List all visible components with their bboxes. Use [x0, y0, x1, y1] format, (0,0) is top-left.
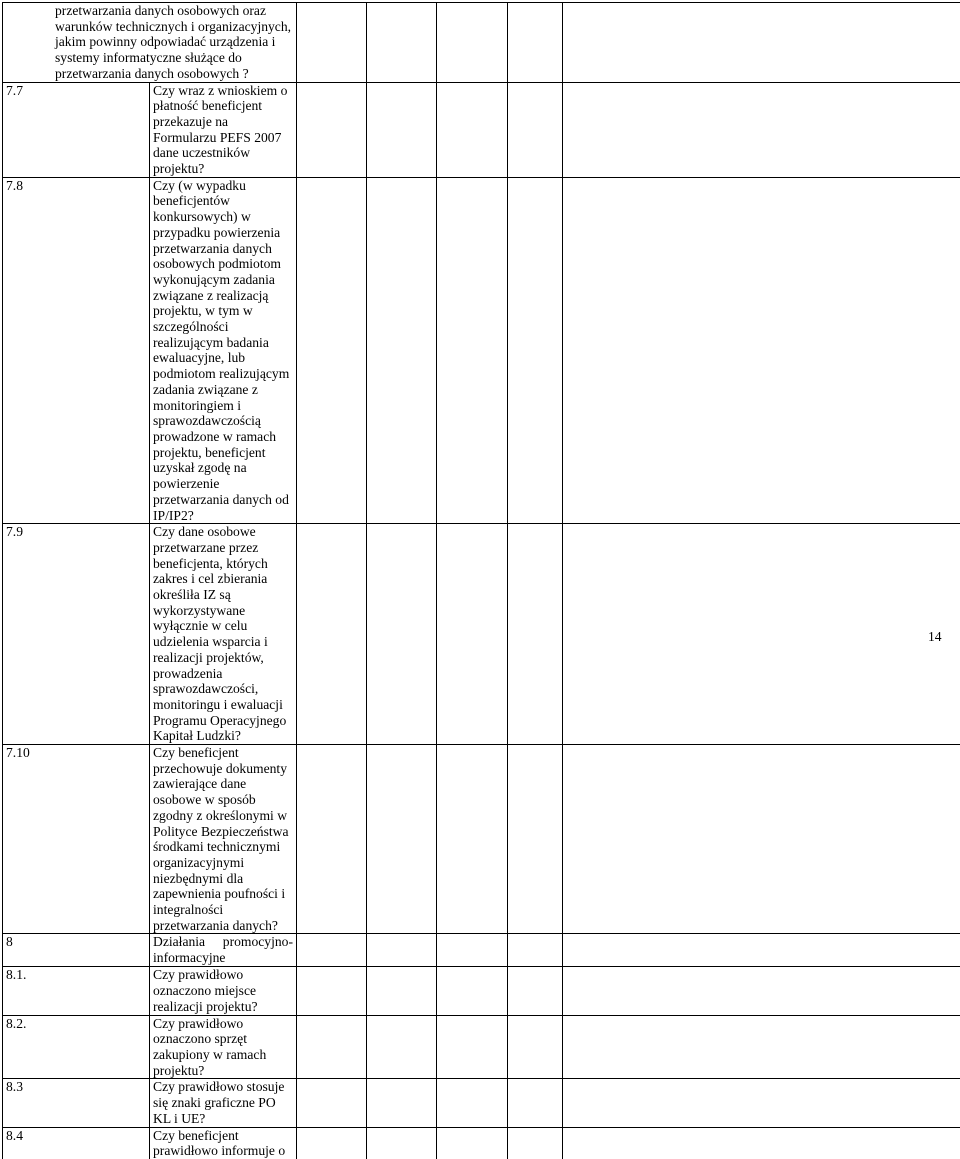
- checklist-table: [2, 2, 960, 1159]
- question-number: 8.2.: [3, 1015, 150, 1079]
- table-row: [3, 1015, 960, 1079]
- question-number: 7.7: [3, 82, 150, 177]
- answer-cell: [508, 177, 563, 523]
- answer-cell: [508, 82, 563, 177]
- question-number: 7.9: [3, 524, 150, 745]
- table-row: [3, 82, 960, 177]
- answer-cell: [508, 1079, 563, 1127]
- answer-cell: [367, 3, 437, 83]
- answer-cell: [367, 967, 437, 1015]
- remarks-cell: [563, 745, 960, 934]
- answer-cell: [297, 177, 367, 523]
- answer-cell: [367, 177, 437, 523]
- answer-cell: [437, 934, 508, 967]
- table-row: [3, 524, 960, 745]
- answer-cell: [508, 934, 563, 967]
- remarks-cell: [563, 1079, 960, 1127]
- question-number: 8.1.: [3, 967, 150, 1015]
- answer-cell: [297, 934, 367, 967]
- answer-cell: [437, 1127, 508, 1159]
- question-text: Czy beneficjent prawidłowo informuje o: [150, 1127, 297, 1159]
- remarks-cell: [563, 1127, 960, 1159]
- table-row: [3, 745, 960, 934]
- table-row: [3, 177, 960, 523]
- answer-cell: [437, 745, 508, 934]
- answer-cell: [297, 3, 367, 83]
- answer-cell: [437, 177, 508, 523]
- table-row: [3, 1127, 960, 1159]
- question-text: Czy wraz z wnioskiem o płatność beneficjent przekazuje na Formularzu PEFS 2007 dane uczestników projektu?: [150, 82, 297, 177]
- question-text: Czy prawidłowo oznaczono miejsce realizacji projektu?: [150, 967, 297, 1015]
- question-number: 8.4: [3, 1127, 150, 1159]
- page-number: 14: [928, 629, 942, 645]
- remarks-cell: [563, 934, 960, 967]
- answer-cell: [508, 524, 563, 745]
- answer-cell: [367, 1127, 437, 1159]
- answer-cell: [508, 967, 563, 1015]
- answer-cell: [437, 967, 508, 1015]
- remarks-cell: [563, 177, 960, 523]
- question-text: Czy beneficjent przechowuje dokumenty zawierające dane osobowe w sposób zgodny z określonymi w Polityce Bezpieczeństwa środkami technicznymi organizacyjnymi niezbędnymi dla zapewnienia poufności i integralności przetwarzania danych?: [150, 745, 297, 934]
- answer-cell: [367, 524, 437, 745]
- question-number: 7.10: [3, 745, 150, 934]
- table-row: [3, 967, 960, 1015]
- question-text: Czy (w wypadku beneficjentów konkursowych) w przypadku powierzenia przetwarzania danych osobowych podmiotom wykonującym zadania związane z realizacją projektu, w tym w szczególności realizującym badania ewaluacyjne, lub podmiotom realizującym zadania związane z monitoringiem i sprawozdawczością prowadzone w ramach projektu, beneficjent uzyskał zgodę na powierzenie przetwarzania danych od IP/IP2?: [150, 177, 297, 523]
- question-number: 7.8: [3, 177, 150, 523]
- question-text: Czy prawidłowo oznaczono sprzęt zakupiony w ramach projektu?: [150, 1015, 297, 1079]
- answer-cell: [508, 745, 563, 934]
- answer-cell: [367, 1015, 437, 1079]
- answer-cell: [297, 745, 367, 934]
- table-row: [3, 3, 960, 83]
- answer-cell: [508, 1127, 563, 1159]
- remarks-cell: [563, 1015, 960, 1079]
- remarks-cell: [563, 524, 960, 745]
- answer-cell: [437, 82, 508, 177]
- remarks-cell: [563, 3, 960, 83]
- answer-cell: [297, 1015, 367, 1079]
- section-title: [150, 934, 297, 967]
- answer-cell: [367, 934, 437, 967]
- table-row: [3, 1079, 960, 1127]
- answer-cell: [297, 82, 367, 177]
- section-title-line-1: Działania promocyjno-: [153, 934, 293, 950]
- section-title-line-2: informacyjne: [153, 950, 293, 966]
- answer-cell: [367, 745, 437, 934]
- answer-cell: [508, 1015, 563, 1079]
- answer-cell: [297, 1079, 367, 1127]
- remarks-cell: [563, 82, 960, 177]
- question-text: przetwarzania danych osobowych oraz warunków technicznych i organizacyjnych, jakim powinny odpowiadać urządzenia i systemy informatyczne służące do przetwarzania danych osobowych ?: [3, 3, 297, 83]
- section-number: 8: [3, 934, 150, 967]
- answer-cell: [437, 524, 508, 745]
- remarks-cell: [563, 967, 960, 1015]
- answer-cell: [367, 82, 437, 177]
- question-text: Czy dane osobowe przetwarzane przez beneficjenta, których zakres i cel zbierania określiła IZ są wykorzystywane wyłącznie w celu udzielenia wsparcia i realizacji projektów, prowadzenia sprawozdawczości, monitoringu i ewaluacji Programu Operacyjnego Kapitał Ludzki?: [150, 524, 297, 745]
- question-text: Czy prawidłowo stosuje się znaki graficzne PO KL i UE?: [150, 1079, 297, 1127]
- answer-cell: [367, 1079, 437, 1127]
- answer-cell: [297, 1127, 367, 1159]
- question-number: 8.3: [3, 1079, 150, 1127]
- answer-cell: [437, 3, 508, 83]
- answer-cell: [437, 1079, 508, 1127]
- answer-cell: [437, 1015, 508, 1079]
- answer-cell: [297, 524, 367, 745]
- answer-cell: [508, 3, 563, 83]
- answer-cell: [297, 967, 367, 1015]
- table-row: [3, 934, 960, 967]
